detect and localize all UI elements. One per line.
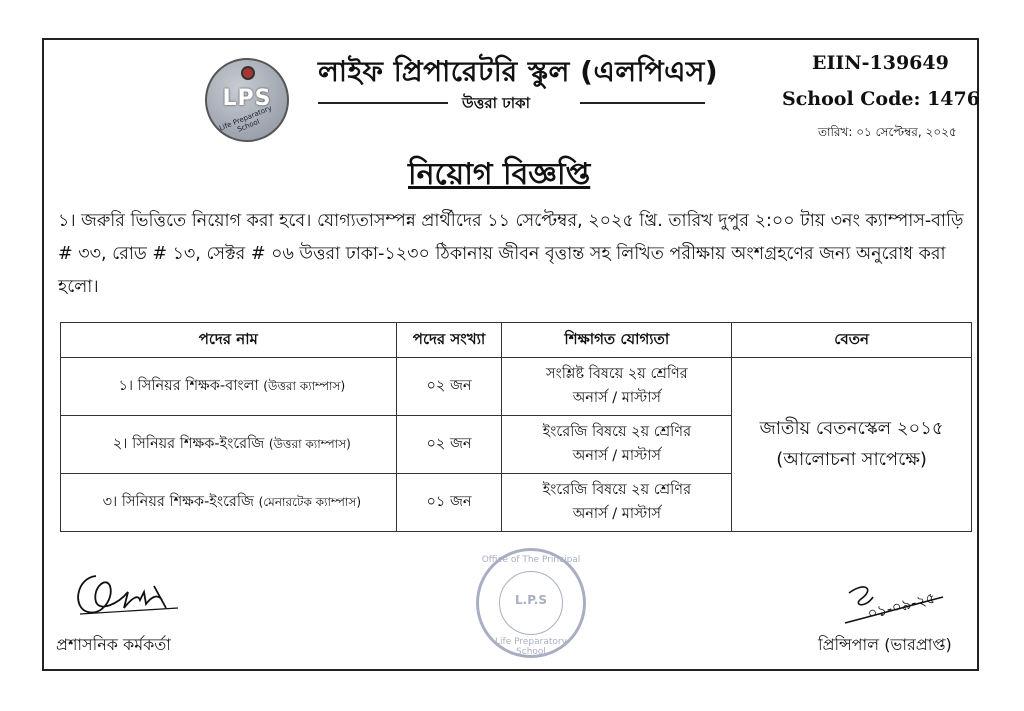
post-cell [61,416,397,474]
post-count: ০১ জন [396,474,502,532]
post-count: ০২ জন [396,416,502,474]
post-name: ২। সিনিয়র শিক্ষক-ইংরেজি [112,435,265,452]
logo-text: LPS [222,86,272,111]
stamp-center-text: L.P.S [515,593,547,607]
header-salary: বেতন [732,323,972,358]
post-cell [61,358,397,416]
admin-signature-icon [66,568,186,620]
notice-paragraph: ১। জরুরি ভিত্তিতে নিয়োগ করা হবে। যোগ্যতাসম্পন্ন প্রার্থীদের ১১ সেপ্টেম্বর, ২০২৫ খ্রি. তারিখ দুপুর ২:০০ টায় ৩নং ক্যাম্পাস-বাড়ি # ৩৩, রোড # ১৩, সেক্টর # ০৬ উত্তরা ঢাকা-১২৩০ ঠিকানায় জীবন বৃত্তান্ত সহ লিখিত পরীক্ষায় অংশগ্রহণের জন্য অনুরোধ করা হলো। [58,211,964,297]
salary-note: (আলোচনা সাপেক্ষে) [776,448,927,470]
vacancy-table [60,322,972,532]
post-campus: (মেনারটেক ক্যাম্পাস) [258,494,361,509]
header-qualification: শিক্ষাগত যোগ্যতা [502,323,732,358]
school-name: লাইফ প্রিপারেটরি স্কুল (এলপিএস) [318,55,719,88]
post-cell [61,474,397,532]
qualification-line: ইংরেজি বিষয়ে ২য় শ্রেণির [542,481,692,498]
eiin-number: EIIN-139649 [812,52,949,74]
logo-subtext: Life Preparatory School [218,104,273,134]
school-logo [205,58,289,142]
stamp-ring-bottom-text: Life Preparatory School [495,637,567,657]
admin-officer-label: প্রশাসনিক কর্মকর্তা [56,635,171,654]
table-header-row [61,323,972,358]
post-campus: (উত্তরা ক্যাম্পাস) [263,378,346,393]
principal-signature-date: ০১-০৯-২৫ [865,588,938,623]
qualification-line: অনার্স / মাস্টার্স [572,447,661,464]
post-campus: (উত্তরা ক্যাম্পাস) [268,436,351,451]
qualification-line: অনার্স / মাস্টার্স [572,389,661,406]
salary-cell [732,358,972,532]
post-name: ১। সিনিয়র শিক্ষক-বাংলা [118,377,259,394]
qualification-line: ইংরেজি বিষয়ে ২য় শ্রেণির [542,423,692,440]
post-name: ৩। সিনিয়র শিক্ষক-ইংরেজি [102,493,255,510]
school-code: School Code: 1476 [782,88,980,110]
principal-label: প্রিন্সিপাল (ভারপ্রাপ্ত) [818,635,952,654]
notice-title: নিয়োগ বিজ্ঞপ্তি [408,157,591,192]
qualification-cell [502,416,732,474]
notice-date: তারিখ: ০১ সেপ্টেম্বর, ২০২৫ [818,125,957,139]
principal-signature-icon [835,575,955,635]
school-location: উত্তরা ঢাকা [462,94,530,112]
qualification-line: অনার্স / মাস্টার্স [572,505,661,522]
qualification-cell [502,358,732,416]
divider-left [318,102,448,104]
salary-scale: জাতীয় বেতনস্কেল ২০১৫ [759,417,944,439]
logo-emblem-icon [241,66,255,80]
stamp-ring-top-text: Office of The Principal [481,555,581,565]
principal-stamp [476,548,586,658]
qualification-cell [502,474,732,532]
post-count: ০২ জন [396,358,502,416]
divider-right [580,102,705,104]
header-post-count: পদের সংখ্যা [396,323,502,358]
table-row [61,358,972,416]
header-post-name: পদের নাম [61,323,397,358]
qualification-line: সংশ্লিষ্ট বিষয়ে ২য় শ্রেণির [545,365,688,382]
